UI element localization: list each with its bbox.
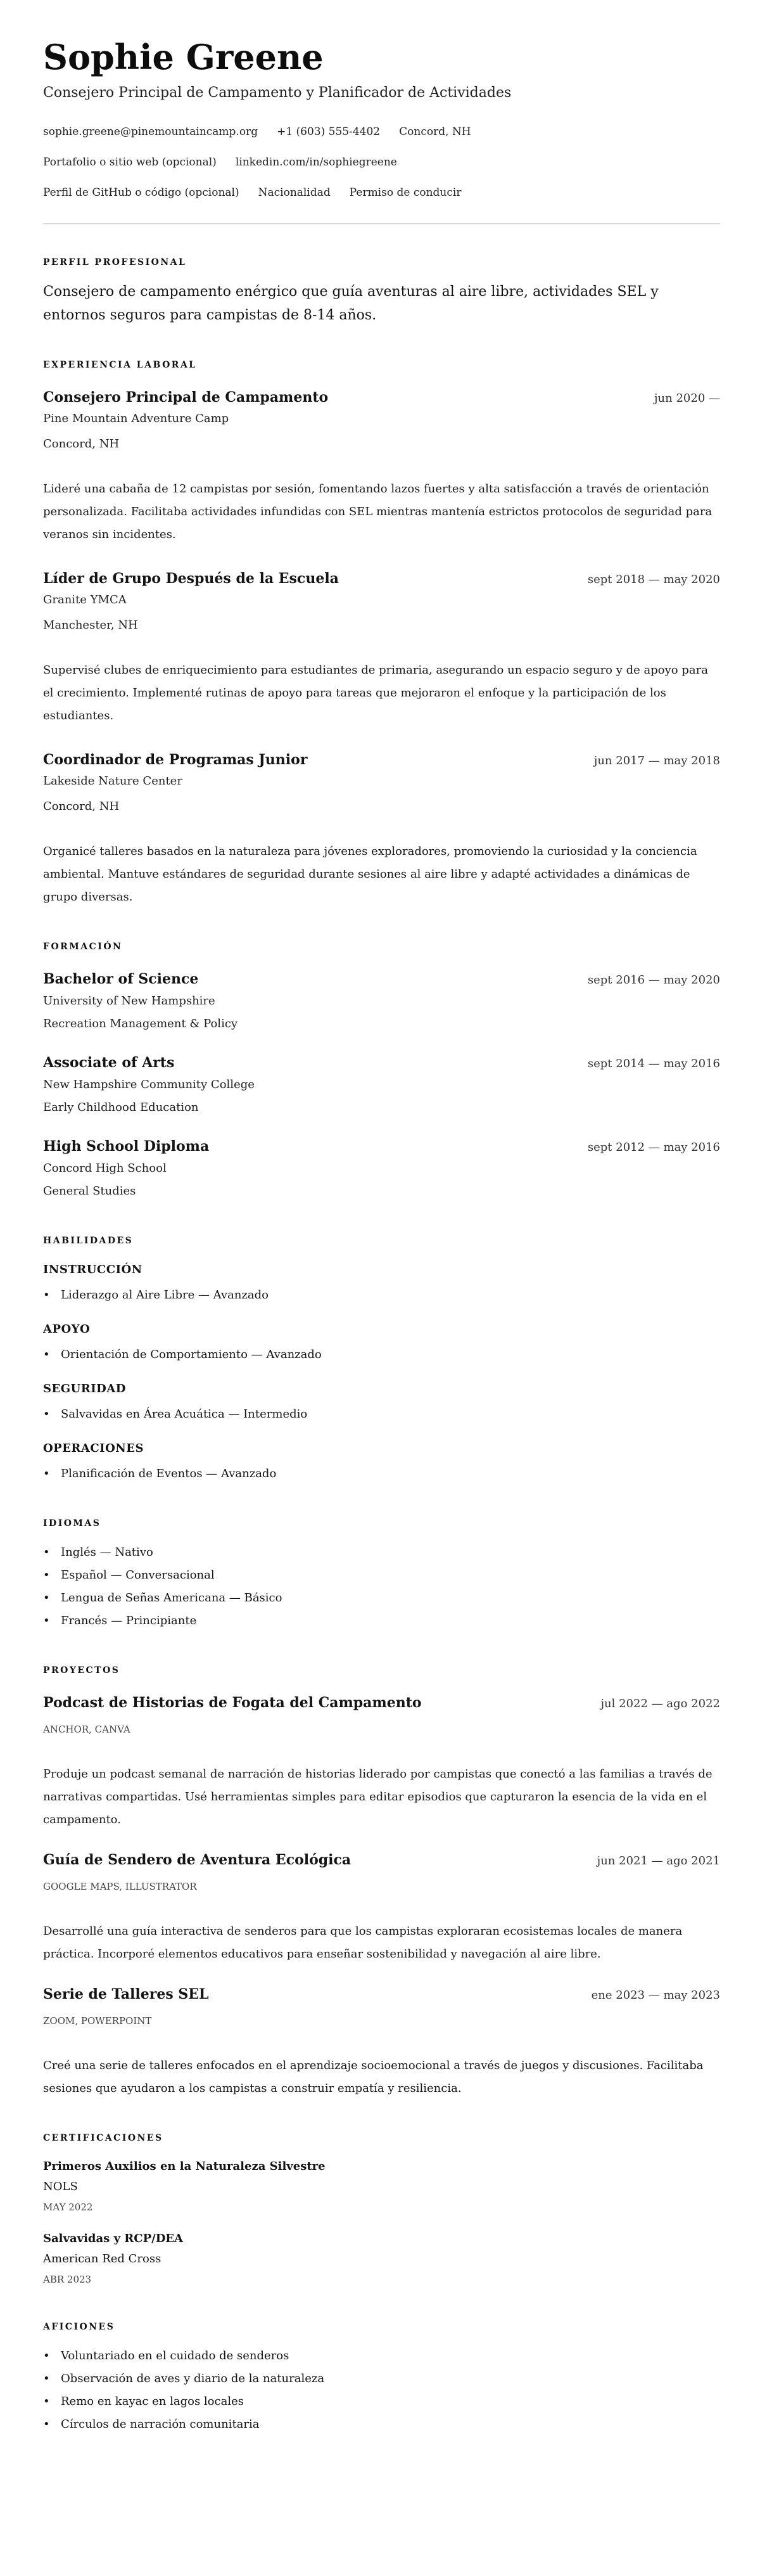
degree-name: High School Diploma <box>43 1138 210 1155</box>
skill-category: APOYO <box>43 1323 91 1336</box>
project-tech: GOOGLE MAPS, ILLUSTRATOR <box>43 1881 197 1892</box>
degree-name: Bachelor of Science <box>43 971 199 987</box>
certification-title: Primeros Auxilios en la Naturaleza Silvestre <box>43 2160 326 2173</box>
job-title: Líder de Grupo Después de la Escuela <box>43 570 339 587</box>
school-name: University of New Hampshire <box>43 994 215 1008</box>
hobby-item: • Círculos de narración comunitaria <box>43 2413 720 2436</box>
company-name: Lakeside Nature Center <box>43 774 182 788</box>
education-entry <box>43 1137 720 1203</box>
language-item: • Lengua de Señas Americana — Básico <box>43 1587 720 1610</box>
project-dates: jun 2021 — ago 2021 <box>597 1854 720 1868</box>
candidate-name: Sophie Greene <box>43 37 324 77</box>
skill-item: • Planificación de Eventos — Avanzado <box>43 1463 720 1485</box>
job-dates: jun 2020 — <box>654 392 720 405</box>
project-entry <box>43 1985 720 2100</box>
degree-name: Associate of Arts <box>43 1054 175 1071</box>
skill-list <box>43 1343 720 1366</box>
experience-section <box>43 359 720 909</box>
skill-item: • Liderazgo al Aire Libre — Avanzado <box>43 1284 720 1307</box>
field-of-study: Recreation Management & Policy <box>43 1017 238 1030</box>
education-header <box>43 970 720 990</box>
contact-item: linkedin.com/in/sophiegreene <box>235 156 397 169</box>
job-entry <box>43 388 720 546</box>
section-heading: HABILIDADES <box>43 1236 134 1246</box>
certification-date: ABR 2023 <box>43 2274 92 2285</box>
project-description: Produje un podcast semanal de narración de historias liderado por campistas que conectó a las familias a través de narrativas compartidas. Usé herramientas simples para editar episodios que capturaron la esencia de la vida en el campamento. <box>43 1767 712 1826</box>
projects-list <box>43 1693 720 2100</box>
skill-category: INSTRUCCIÓN <box>43 1263 142 1276</box>
hobbies-section <box>43 2321 720 2436</box>
language-item: • Español — Conversacional <box>43 1564 720 1587</box>
section-heading: IDIOMAS <box>43 1518 101 1528</box>
section-heading: AFICIONES <box>43 2322 115 2332</box>
contact-item: Portafolio o sitio web (opcional) <box>43 156 217 169</box>
job-dates: jun 2017 — may 2018 <box>593 754 720 767</box>
education-header <box>43 1053 720 1073</box>
project-dates: jul 2022 — ago 2022 <box>600 1697 720 1710</box>
job-entry <box>43 569 720 727</box>
field-of-study: Early Childhood Education <box>43 1101 199 1114</box>
job-location: Concord, NH <box>43 800 120 813</box>
contact-info <box>43 117 720 208</box>
certifications-section <box>43 2132 720 2289</box>
hobby-item: • Remo en kayac en lagos locales <box>43 2390 720 2413</box>
project-description: Desarrollé una guía interactiva de senderos para que los campistas exploraran ecosistemas locales de manera práctica. Incorporé elementos educativos para enseñar sostenibilidad y navegación al aire libre. <box>43 1925 683 1961</box>
hobby-item: • Observación de aves y diario de la naturaleza <box>43 2368 720 2390</box>
project-header <box>43 1985 720 2005</box>
job-location: Concord, NH <box>43 437 120 451</box>
skill-category: OPERACIONES <box>43 1442 144 1455</box>
project-title: Guía de Sendero de Aventura Ecológica <box>43 1852 352 1868</box>
summary-text: Consejero de campamento enérgico que guía aventuras al aire libre, actividades SEL y entornos seguros para campistas de 8-14 años. <box>43 284 659 323</box>
job-header <box>43 388 720 408</box>
skill-list <box>43 1403 720 1426</box>
contact-item: +1 (603) 555-4402 <box>277 125 381 138</box>
job-description: Supervisé clubes de enriquecimiento para estudiantes de primaria, asegurando un espacio seguro y de apoyo para el crecimiento. Implementé rutinas de apoyo para tareas que mejoraron el enfoque y la participación de los estudiantes. <box>43 663 708 722</box>
field-of-study: General Studies <box>43 1184 136 1198</box>
project-tech: ZOOM, POWERPOINT <box>43 2015 152 2027</box>
project-description: Creé una serie de talleres enfocados en el aprendizaje socioemocional a través de juegos y discusiones. Facilitaba sesiones que ayudaron a los campistas a construir empatía y resiliencia. <box>43 2059 704 2095</box>
header-divider <box>43 223 720 224</box>
project-header <box>43 1850 720 1871</box>
education-entry <box>43 970 720 1035</box>
education-entry <box>43 1053 720 1119</box>
project-title: Serie de Talleres SEL <box>43 1986 209 2002</box>
project-entry <box>43 1850 720 1966</box>
company-name: Granite YMCA <box>43 593 127 606</box>
hobbies-list <box>43 2345 720 2436</box>
education-dates: sept 2016 — may 2020 <box>587 973 720 987</box>
section-heading: PROYECTOS <box>43 1665 120 1676</box>
skills-list <box>43 1261 720 1485</box>
project-dates: ene 2023 — may 2023 <box>591 1989 720 2002</box>
project-tech: ANCHOR, CANVA <box>43 1724 130 1735</box>
skill-list <box>43 1463 720 1485</box>
contact-item: Nacionalidad <box>258 186 331 199</box>
certification-date: MAY 2022 <box>43 2201 93 2213</box>
job-dates: sept 2018 — may 2020 <box>587 573 720 586</box>
contact-item: sophie.greene@pinemountaincamp.org <box>43 125 258 138</box>
project-header <box>43 1693 720 1714</box>
job-header <box>43 750 720 771</box>
experience-list <box>43 388 720 909</box>
skill-item: • Orientación de Comportamiento — Avanzado <box>43 1343 720 1366</box>
job-header <box>43 569 720 589</box>
skill-item: • Salvavidas en Área Acuática — Intermedio <box>43 1403 720 1426</box>
contact-item: Perfil de GitHub o código (opcional) <box>43 186 239 199</box>
job-description: Lideré una cabaña de 12 campistas por sesión, fomentando lazos fuertes y alta satisfacción a través de orientación personalizada. Facilitaba actividades infundidas con SEL mientras mantenía estrictos protocolos de seguridad para veranos sin incidentes. <box>43 482 712 541</box>
job-title: Coordinador de Programas Junior <box>43 752 308 768</box>
company-name: Pine Mountain Adventure Camp <box>43 412 229 425</box>
section-heading: FORMACIÓN <box>43 942 123 952</box>
job-description: Organicé talleres basados en la naturaleza para jóvenes exploradores, promoviendo la curiosidad y la conciencia ambiental. Mantuve estándares de seguridad durante sesiones al aire libre y adapté actividades a dinámicas de grupo diversas. <box>43 845 697 904</box>
projects-section <box>43 1664 720 2100</box>
school-name: New Hampshire Community College <box>43 1078 255 1091</box>
job-entry <box>43 750 720 909</box>
languages-list <box>43 1541 720 1632</box>
section-heading: EXPERIENCIA LABORAL <box>43 360 197 370</box>
education-section <box>43 940 720 1203</box>
certification-issuer: American Red Cross <box>43 2252 162 2265</box>
education-dates: sept 2014 — may 2016 <box>587 1057 720 1070</box>
certification-entry <box>43 2157 720 2217</box>
contact-row <box>43 117 720 147</box>
section-heading: CERTIFICACIONES <box>43 2133 163 2143</box>
education-header <box>43 1137 720 1157</box>
certification-issuer: NOLS <box>43 2180 78 2193</box>
education-dates: sept 2012 — may 2016 <box>587 1141 720 1154</box>
languages-section <box>43 1517 720 1632</box>
contact-row <box>43 147 720 177</box>
job-location: Manchester, NH <box>43 618 138 632</box>
section-heading: PERFIL PROFESIONAL <box>43 257 187 267</box>
language-item: • Francés — Principiante <box>43 1610 720 1632</box>
education-list <box>43 970 720 1203</box>
skill-category: SEGURIDAD <box>43 1382 126 1395</box>
certification-title: Salvavidas y RCP/DEA <box>43 2232 183 2245</box>
resume-header <box>43 37 720 224</box>
summary-section <box>43 256 720 327</box>
project-entry <box>43 1693 720 1831</box>
contact-row <box>43 177 720 208</box>
school-name: Concord High School <box>43 1162 167 1175</box>
project-title: Podcast de Historias de Fogata del Campamento <box>43 1695 422 1711</box>
contact-item: Concord, NH <box>399 125 471 138</box>
skill-list <box>43 1284 720 1307</box>
certifications-list <box>43 2157 720 2289</box>
contact-item: Permiso de conducir <box>349 186 462 199</box>
skills-section <box>43 1234 720 1485</box>
certification-entry <box>43 2229 720 2289</box>
job-title: Consejero Principal de Campamento <box>43 389 329 406</box>
candidate-title: Consejero Principal de Campamento y Planificador de Actividades <box>43 85 512 101</box>
language-item: • Inglés — Nativo <box>43 1541 720 1564</box>
hobby-item: • Voluntariado en el cuidado de senderos <box>43 2345 720 2368</box>
